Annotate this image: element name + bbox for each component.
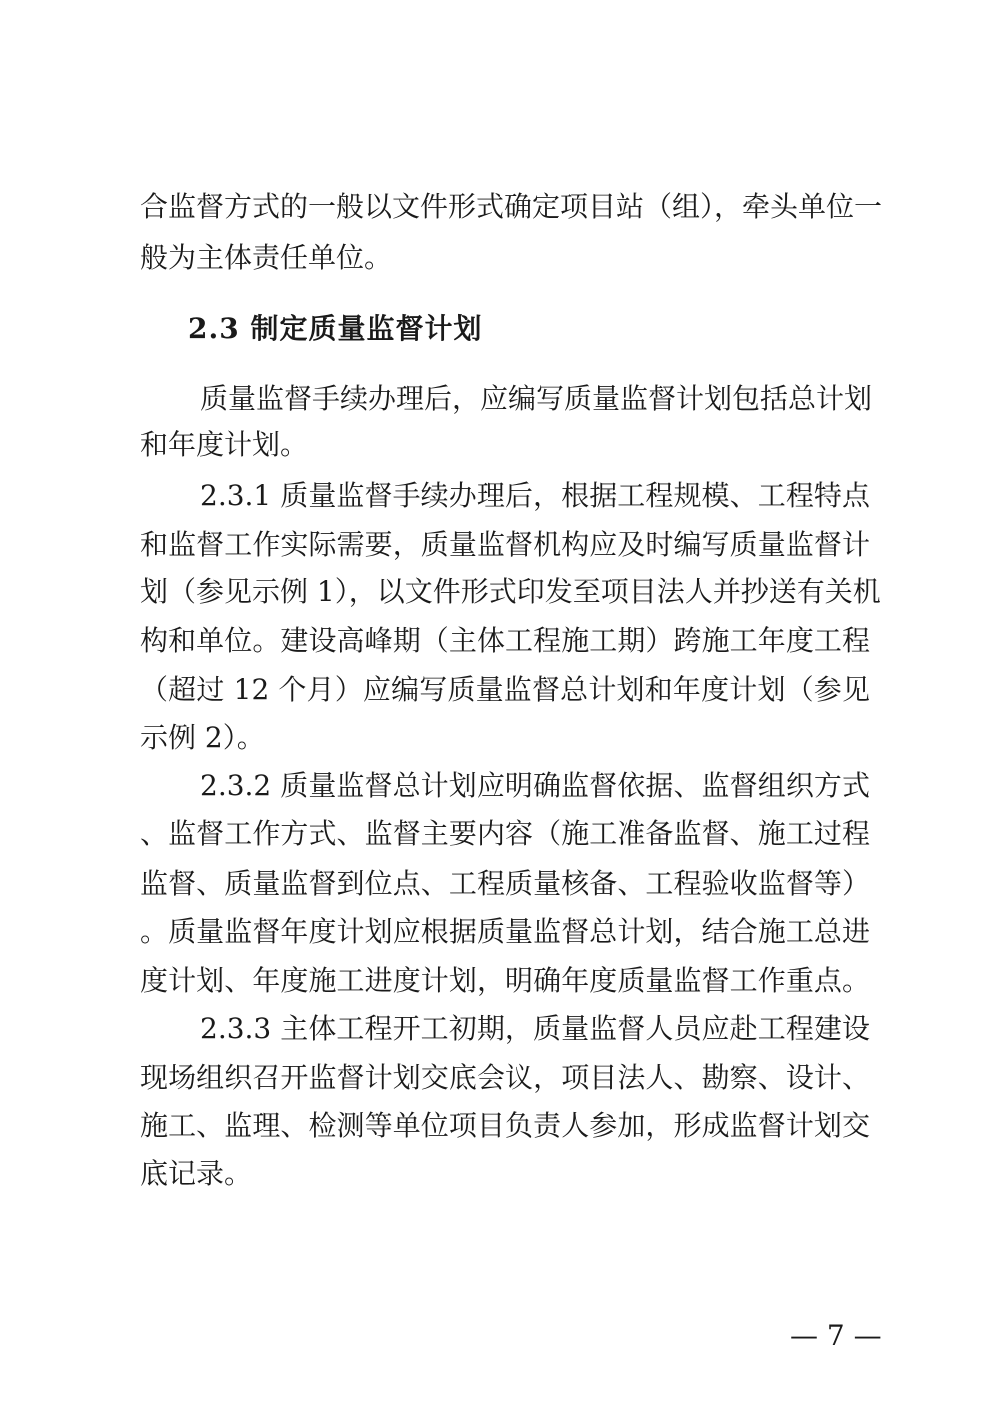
paragraph-line: 2.3.3 主体工程开工初期，质量监督人员应赴工程建设 [200,1012,870,1045]
paragraph-line: 2.3.2 质量监督总计划应明确监督依据、监督组织方式 [200,769,870,802]
paragraph-line: 2.3.1 质量监督手续办理后，根据工程规模、工程特点 [200,479,870,512]
paragraph-line: 和年度计划。 [140,428,309,461]
paragraph-line: 底记录。 [140,1157,253,1190]
paragraph-line: （超过 12 个月）应编写质量监督总计划和年度计划（参见 [140,673,870,706]
paragraph-line: 度计划、年度施工进度计划，明确年度质量监督工作重点。 [140,964,870,997]
intro-line-1: 合监督方式的一般以文件形式确定项目站（组），牵头单位一 [140,190,883,223]
paragraph-line: 监督、质量监督到位点、工程质量核备、工程验收监督等） [140,867,870,900]
paragraph-line: 和监督工作实际需要，质量监督机构应及时编写质量监督计 [140,528,870,561]
paragraph-line: 划（参见示例 1），以文件形式印发至项目法人并抄送有关机 [140,575,881,608]
paragraph-line: 质量监督手续办理后，应编写质量监督计划包括总计划 [200,382,873,415]
paragraph-line: 示例 2）。 [140,721,265,754]
intro-line-2: 般为主体责任单位。 [140,241,393,274]
paragraph-line: 构和单位。建设高峰期（主体工程施工期）跨施工年度工程 [140,624,870,657]
paragraph-line: 现场组织召开监督计划交底会议，项目法人、勘察、设计、 [140,1061,870,1094]
section-heading: 2.3 制定质量监督计划 [188,312,483,345]
paragraph-line: 、监督工作方式、监督主要内容（施工准备监督、施工过程 [140,817,870,850]
paragraph-line: 施工、监理、检测等单位项目负责人参加，形成监督计划交 [140,1109,870,1142]
page-number: — 7 — [790,1319,882,1352]
paragraph-line: 。质量监督年度计划应根据质量监督总计划，结合施工总进 [140,915,870,948]
